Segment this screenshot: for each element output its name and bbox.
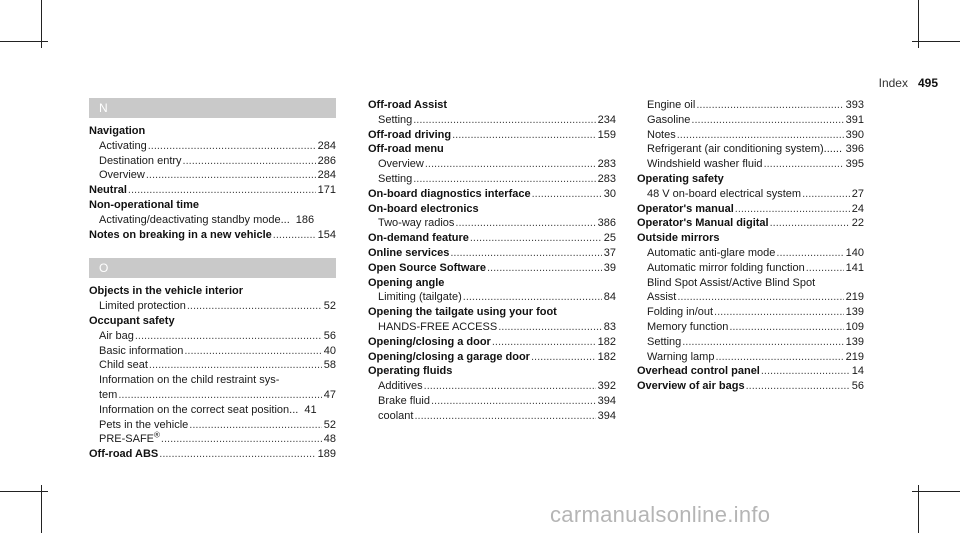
- index-entry: Off-road ABS ..... 189: [89, 447, 336, 462]
- index-entry: Limited protection ..... 52: [89, 299, 336, 314]
- index-heading: Outside mirrors: [637, 232, 720, 245]
- index-entry: Setting ..... 283: [368, 172, 616, 187]
- index-entry: coolant ..... 394: [368, 409, 616, 424]
- index-column-1: [89, 98, 336, 462]
- watermark: carmanualsonline.info: [550, 502, 771, 527]
- index-entry: tem ..... 47: [89, 388, 336, 403]
- index-entry: On-board diagnostics interface ..... 30: [368, 187, 616, 202]
- index-entry: PRE-SAFE® ..... 48: [89, 432, 336, 447]
- index-entry: Automatic mirror folding function ..... 141: [637, 261, 864, 276]
- index-entry: Information on the correct seat position... 41: [99, 403, 317, 416]
- crop-mark: [41, 485, 42, 533]
- index-entry: Air bag ..... 56: [89, 329, 336, 344]
- index-entry: Memory function ..... 109: [637, 320, 864, 335]
- index-entry: Notes on breaking in a new vehicle ..... 154: [89, 228, 336, 243]
- index-entry: Warning lamp ..... 219: [637, 350, 864, 365]
- index-entry: Automatic anti-glare mode ..... 140: [637, 246, 864, 261]
- index-entry: Activating ..... 284: [89, 139, 336, 154]
- index-entry: Neutral ..... 171: [89, 183, 336, 198]
- index-entry: Two-way radios ..... 386: [368, 216, 616, 231]
- index-entry: Open Source Software ..... 39: [368, 261, 616, 276]
- index-heading: Operating safety: [637, 172, 724, 185]
- index-entry: Limiting (tailgate) ..... 84: [368, 290, 616, 305]
- page-number: 495: [917, 76, 938, 90]
- index-column-3: [637, 98, 864, 394]
- index-entry: Operator's Manual digital ..... 22: [637, 216, 864, 231]
- index-entry: Refrigerant (air conditioning system)...... 396: [647, 143, 864, 156]
- index-entry-line: Information on the child restraint sys-: [99, 374, 280, 387]
- index-entry: Overhead control panel ..... 14: [637, 364, 864, 379]
- index-entry: Overview of air bags ..... 56: [637, 379, 864, 394]
- index-entry: Child seat ..... 58: [89, 358, 336, 373]
- index-entry: 48 V on-board electrical system ..... 27: [637, 187, 864, 202]
- index-heading: Navigation: [89, 125, 146, 137]
- index-entry-line: Blind Spot Assist/Active Blind Spot: [647, 276, 816, 289]
- crop-mark: [0, 41, 48, 42]
- index-entry: Opening/closing a door ..... 182: [368, 335, 616, 350]
- index-heading: Off-road menu: [368, 143, 444, 156]
- index-entry: Pets in the vehicle ..... 52: [89, 418, 336, 433]
- index-entry: Operator's manual ..... 24: [637, 202, 864, 217]
- header-label: Index: [878, 76, 908, 90]
- index-entry: Opening/closing a garage door ..... 182: [368, 350, 616, 365]
- section-letter-o: O: [89, 258, 336, 278]
- index-entry: Activating/deactivating standby mode... 186: [99, 213, 315, 226]
- index-entry: Brake fluid ..... 394: [368, 394, 616, 409]
- index-heading: On-board electronics: [368, 202, 479, 215]
- index-entry: Engine oil ..... 393: [637, 98, 864, 113]
- crop-mark: [912, 491, 960, 492]
- section-letter-n: N: [89, 98, 336, 118]
- index-heading: Off-road Assist: [368, 99, 448, 111]
- index-entry: Overview ..... 283: [368, 157, 616, 172]
- index-heading: Operating fluids: [368, 365, 453, 378]
- crop-mark: [0, 491, 48, 492]
- index-heading: Opening the tailgate using your foot: [368, 306, 557, 319]
- index-entry: Folding in/out ..... 139: [637, 305, 864, 320]
- crop-mark: [912, 41, 960, 42]
- index-entry: Notes ..... 390: [637, 128, 864, 143]
- index-entry: On-demand feature ..... 25: [368, 231, 616, 246]
- index-entry: Basic information ..... 40: [89, 344, 336, 359]
- index-heading: Non-operational time: [89, 198, 200, 211]
- index-entry: Destination entry ..... 286: [89, 154, 336, 169]
- index-entry: Setting ..... 139: [637, 335, 864, 350]
- index-entry: Assist ..... 219: [637, 290, 864, 305]
- index-entry: Setting ..... 234: [368, 113, 616, 128]
- index-entry: Windshield washer fluid ..... 395: [637, 157, 864, 172]
- index-heading: Occupant safety: [89, 314, 175, 327]
- index-entry: Off-road driving ..... 159: [368, 128, 616, 143]
- index-entry: HANDS-FREE ACCESS ..... 83: [368, 320, 616, 335]
- page-header: [879, 76, 938, 90]
- index-entry: Gasoline ..... 391: [637, 113, 864, 128]
- index-entry: Additives ..... 392: [368, 379, 616, 394]
- index-entry: Overview ..... 284: [89, 168, 336, 183]
- index-heading: Objects in the vehicle interior: [89, 285, 244, 298]
- index-entry: Online services ..... 37: [368, 246, 616, 261]
- index-heading: Opening angle: [368, 276, 445, 289]
- crop-mark: [918, 485, 919, 533]
- index-column-2: [368, 98, 616, 424]
